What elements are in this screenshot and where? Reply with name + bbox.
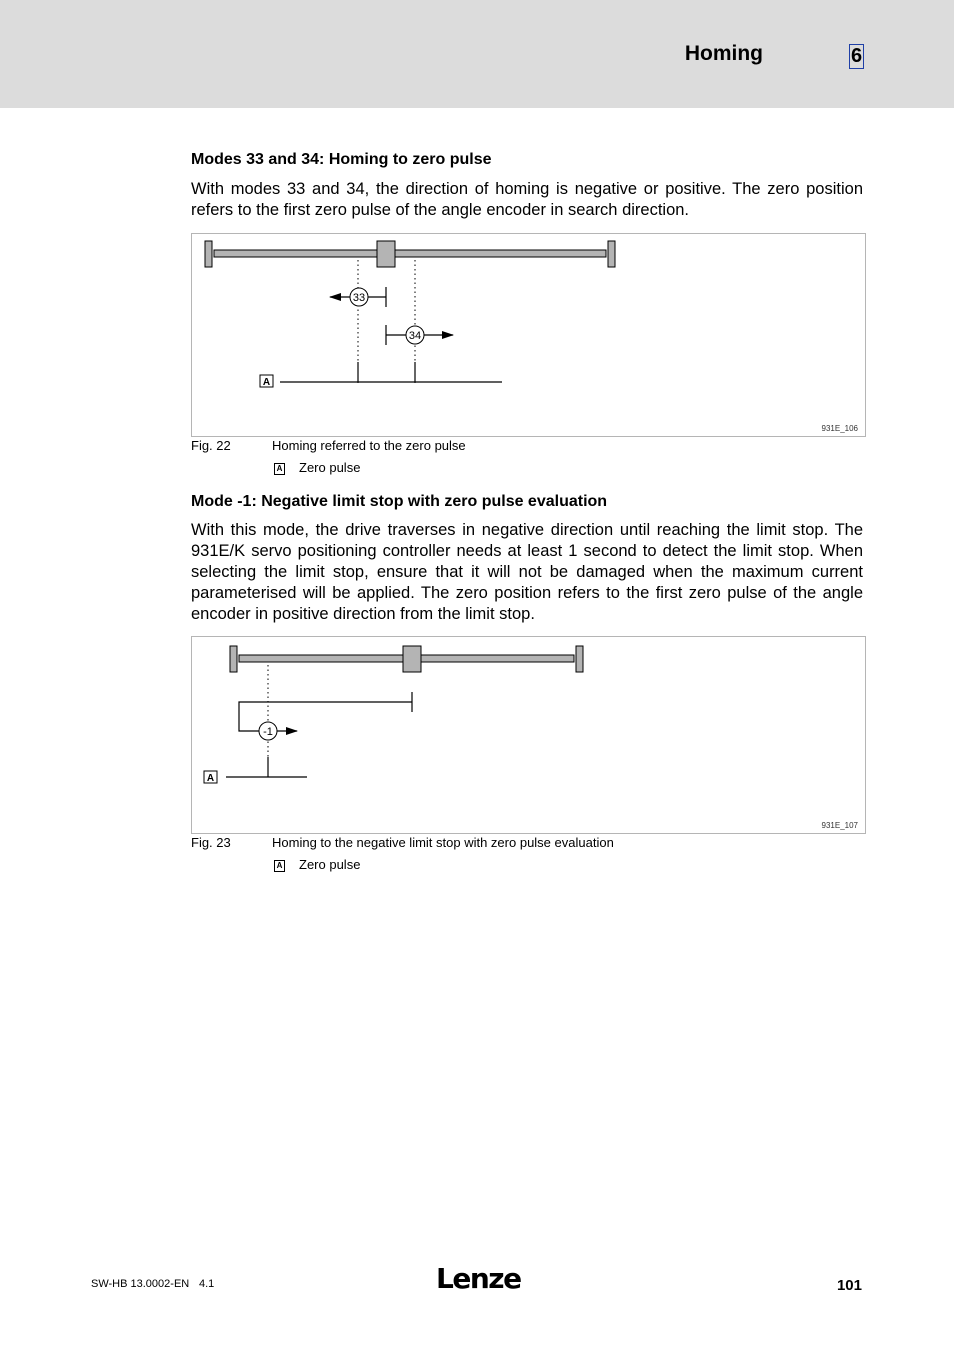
figure-22-number: Fig. 22 [191, 438, 231, 453]
figure-23-caption-text: Homing to the negative limit stop with zero pulse evaluation [272, 835, 614, 850]
figure-22-caption-text: Homing referred to the zero pulse [272, 438, 466, 453]
limit-stop-left [205, 241, 212, 267]
mode-33-label: 33 [352, 292, 366, 304]
legend-marker-a: A [274, 463, 285, 475]
page-number: 101 [836, 1277, 862, 1294]
spindle-bar [214, 250, 606, 257]
limit-stop-right [608, 241, 615, 267]
section-heading-modes-33-34: Modes 33 and 34: Homing to zero pulse [191, 151, 492, 168]
footer-version: 4.1 [199, 1278, 215, 1290]
footer-document-id: SW-HB 13.0002-EN [91, 1278, 190, 1290]
chapter-title: Homing [684, 42, 763, 65]
legend-text: Zero pulse [299, 460, 361, 475]
carriage [377, 241, 395, 267]
legend-text: Zero pulse [299, 857, 361, 872]
figure-23-number: Fig. 23 [191, 835, 231, 850]
figure-23-diagram [192, 637, 865, 833]
marker-a-label: A [206, 773, 215, 784]
page-header [0, 0, 954, 108]
mode-34-label: 34 [408, 330, 422, 342]
figure-22-legend [274, 460, 360, 475]
limit-stop-left [230, 646, 237, 672]
lenze-logo: Lenze [436, 1262, 521, 1295]
section-paragraph-mode-minus-1: With this mode, the drive traverses in negative direction until reaching the limit stop. The 931E/K servo positioning controller needs at least 1 second to detect the limit stop. When selecting the limit stop, ensure that it will not be damaged when the maximum current parameterised will be applied. The zero position refers to the first zero pulse of the angle encoder in positive direction from the limit stop. [191, 521, 863, 623]
figure-22 [191, 233, 866, 437]
legend-marker-a: A [274, 860, 285, 872]
chapter-number: 6 [850, 45, 863, 67]
section-heading-mode-minus-1: Mode -1: Negative limit stop with zero pulse evaluation [191, 493, 608, 510]
carriage [403, 646, 421, 672]
figure-22-code: 931E_106 [821, 424, 858, 433]
figure-23-legend [274, 857, 360, 872]
figure-22-diagram [192, 234, 865, 436]
section-paragraph-modes-33-34: With modes 33 and 34, the direction of homing is negative or positive. The zero position refers to the first zero pulse of the angle encoder in search direction. [191, 180, 863, 219]
marker-a-label: A [262, 377, 271, 388]
limit-stop-right [576, 646, 583, 672]
mode-minus-1-label: -1 [263, 726, 273, 738]
figure-23-code: 931E_107 [821, 821, 858, 830]
figure-23 [191, 636, 866, 834]
